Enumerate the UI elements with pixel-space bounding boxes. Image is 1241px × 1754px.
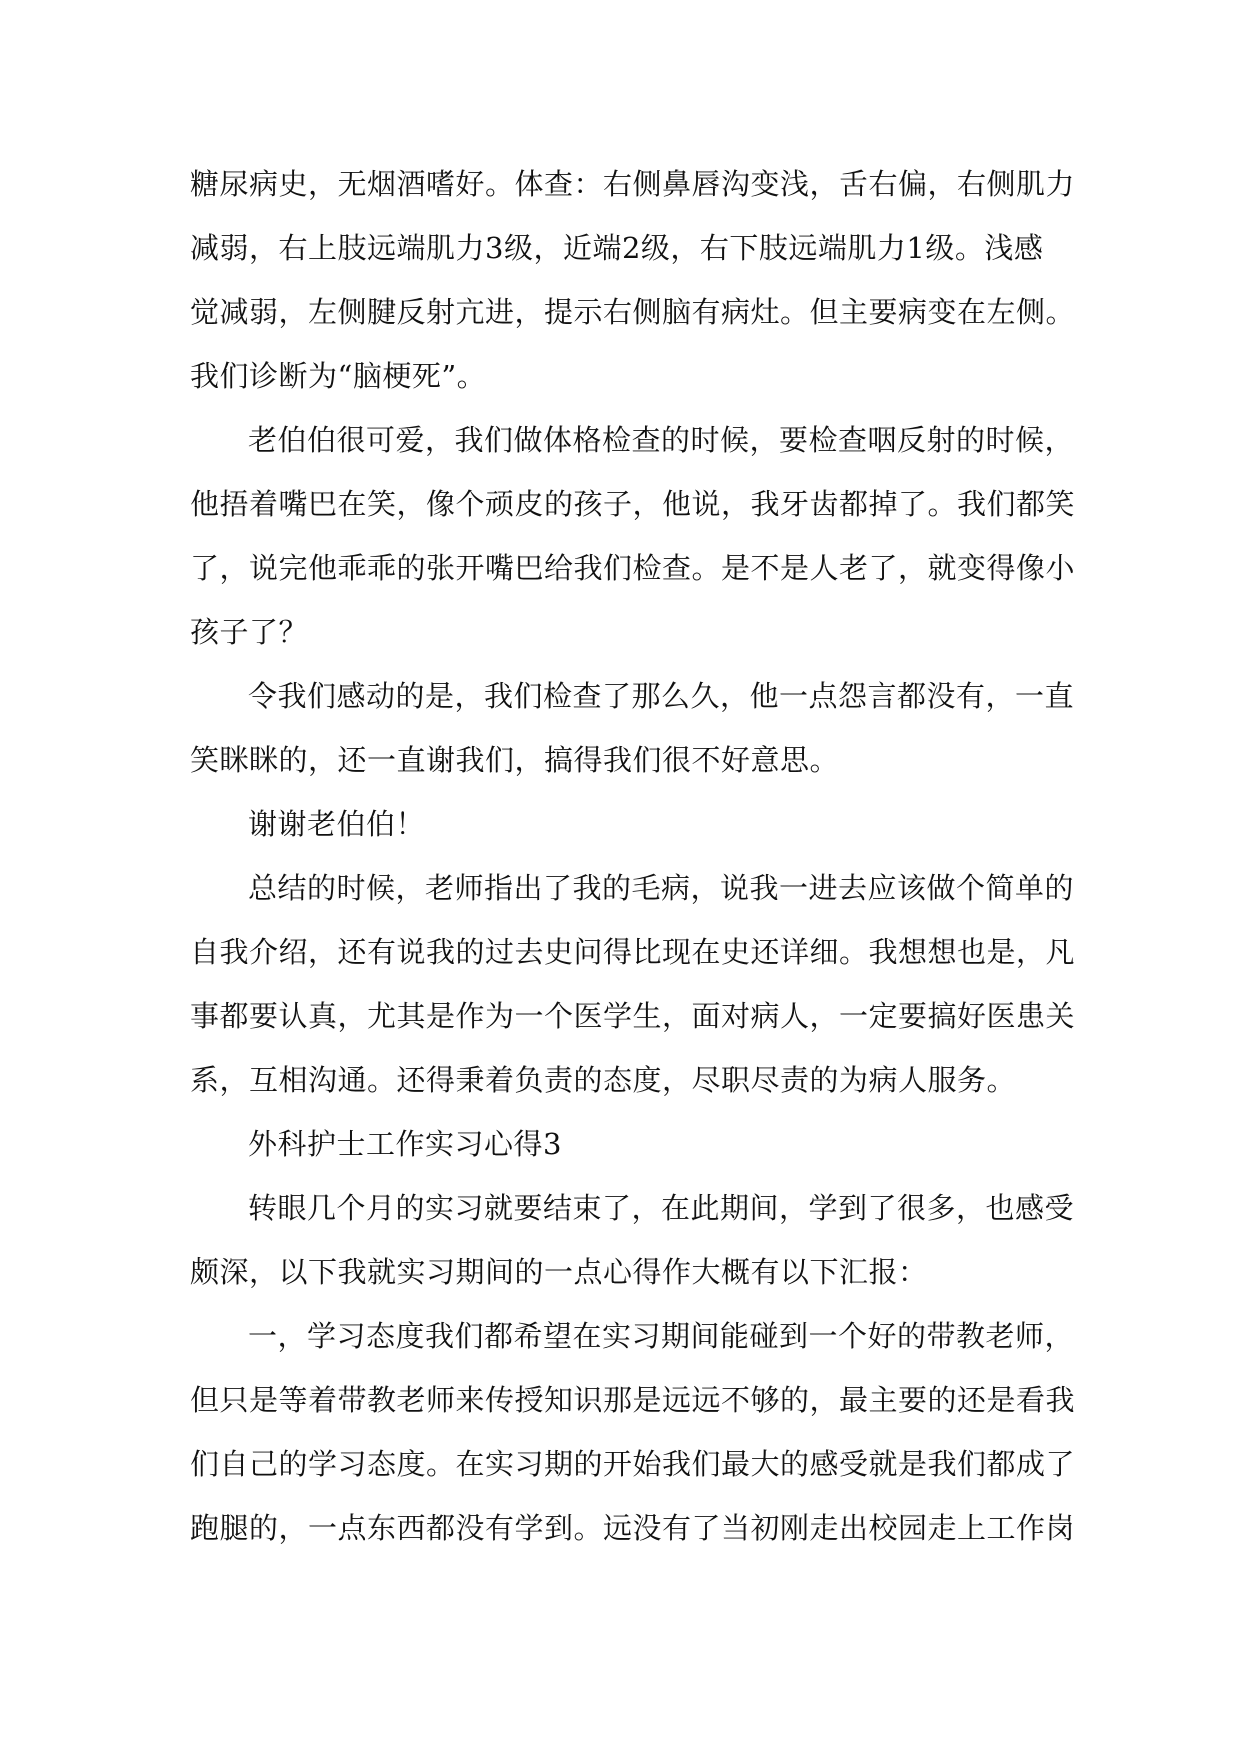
text-line: 令我们感动的是，我们检查了那么久，他一点怨言都没有，一直	[248, 679, 1075, 713]
text-line: 事都要认真，尤其是作为一个医学生，面对病人，一定要搞好医患关	[190, 999, 1076, 1033]
text-line: 一，学习态度我们都希望在实习期间能碰到一个好的带教老师，	[248, 1319, 1075, 1353]
text-line: 总结的时候，老师指出了我的毛病，说我一进去应该做个简单的	[248, 871, 1075, 905]
text-line: 自我介绍，还有说我的过去史问得比现在史还详细。我想想也是，凡	[190, 935, 1076, 969]
text-line: 笑眯眯的，还一直谢我们，搞得我们很不好意思。	[190, 743, 840, 777]
text-line: 老伯伯很可爱，我们做体格检查的时候，要检查咽反射的时候，	[248, 423, 1075, 457]
text-line: 糖尿病史，无烟酒嗜好。体查：右侧鼻唇沟变浅，舌右偏，右侧肌力	[190, 167, 1076, 201]
text-line: 我们诊断为“脑梗死”。	[190, 359, 487, 393]
document-body	[190, 152, 1076, 1560]
text-line: 了，说完他乖乖的张开嘴巴给我们检查。是不是人老了，就变得像小	[190, 551, 1076, 585]
text-line: 颇深，以下我就实习期间的一点心得作大概有以下汇报：	[190, 1255, 928, 1289]
text-line: 跑腿的，一点东西都没有学到。远没有了当初刚走出校园走上工作岗	[190, 1511, 1076, 1545]
text-line: 们自己的学习态度。在实习期的开始我们最大的感受就是我们都成了	[190, 1447, 1076, 1481]
text-line: 外科护士工作实习心得3	[248, 1127, 562, 1161]
text-line: 转眼几个月的实习就要结束了，在此期间，学到了很多，也感受	[248, 1191, 1075, 1225]
text-line: 谢谢老伯伯！	[248, 807, 426, 841]
text-line: 但只是等着带教老师来传授知识那是远远不够的，最主要的还是看我	[190, 1383, 1076, 1417]
text-line: 觉减弱，左侧腱反射亢进，提示右侧脑有病灶。但主要病变在左侧。	[190, 295, 1076, 329]
text-line: 孩子了？	[190, 615, 309, 649]
text-line: 系，互相沟通。还得秉着负责的态度，尽职尽责的为病人服务。	[190, 1063, 1017, 1097]
text-line: 他捂着嘴巴在笑，像个顽皮的孩子，他说，我牙齿都掉了。我们都笑	[190, 487, 1076, 521]
text-line: 减弱，右上肢远端肌力3级，近端2级，右下肢远端肌力1级。浅感	[190, 231, 1044, 265]
